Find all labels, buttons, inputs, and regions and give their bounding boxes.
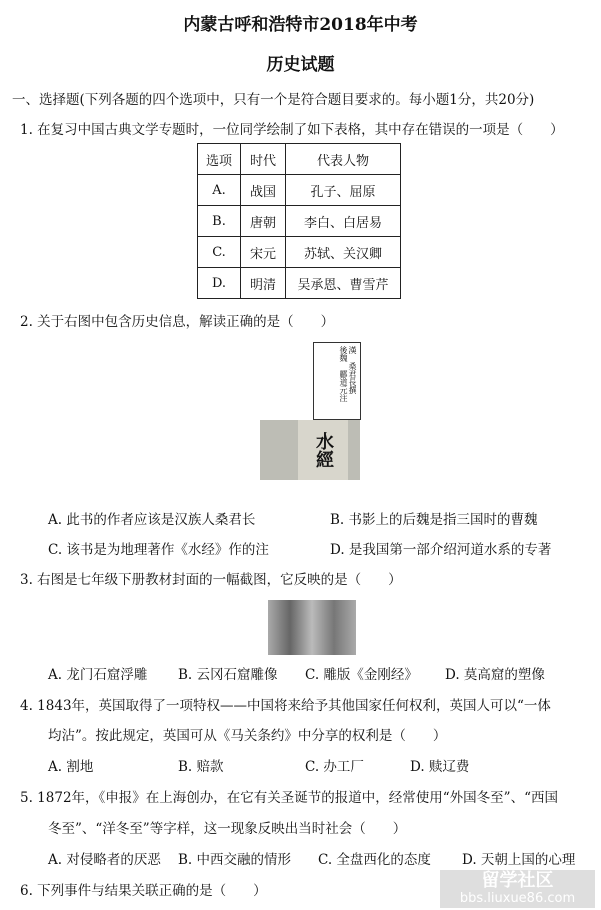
cell: 战国	[241, 175, 286, 206]
q2-option-d: D. 是我国第一部介绍河道水系的专著	[330, 542, 552, 558]
q5-option-c: C. 全盘西化的态度	[318, 852, 431, 868]
q4-option-a: A. 割地	[48, 759, 94, 775]
q3-option-d: D. 莫高窟的塑像	[445, 667, 545, 683]
q2-book-image	[260, 420, 360, 480]
cell: 宋元	[241, 237, 286, 268]
bubble-line: 後魏 酈道元注	[339, 346, 348, 402]
q2-option-c: C. 该书是为地理著作《水经》作的注	[48, 542, 269, 558]
th: 代表人物	[286, 144, 401, 175]
cell: 苏轼、关汉卿	[286, 237, 401, 268]
watermark	[440, 870, 595, 908]
q4-option-d: D. 赎辽费	[410, 759, 470, 775]
q3-option-c: C. 雕版《金刚经》	[305, 667, 418, 683]
cell: D.	[198, 268, 241, 299]
cell: 明清	[241, 268, 286, 299]
q6-stem: 6. 下列事件与结果关联正确的是（ ）	[20, 883, 267, 899]
q2-option-a: A. 此书的作者应该是汉族人桑君长	[48, 512, 256, 528]
q5-stem-line2: 冬至”、“洋冬至”等字样，这一现象反映出当时社会（ ）	[48, 821, 407, 837]
bubble-line: 漢 桑君長撰	[348, 346, 357, 394]
th: 选项	[198, 144, 241, 175]
cell: B.	[198, 206, 241, 237]
q1-stem: 1. 在复习中国古典文学专题时，一位同学绘制了如下表格，其中存在错误的一项是（ ）	[20, 122, 564, 138]
q4-option-c: C. 办工厂	[305, 759, 364, 775]
q3-option-a: A. 龙门石窟浮雕	[48, 667, 148, 683]
q2-option-b: B. 书影上的后魏是指三国时的曹魏	[330, 512, 538, 528]
cell: 吴承恩、曹雪芹	[286, 268, 401, 299]
q3-option-b: B. 云冈石窟雕像	[178, 667, 278, 683]
cell: 唐朝	[241, 206, 286, 237]
q4-option-b: B. 赔款	[178, 759, 224, 775]
watermark-logo: 留学社区	[481, 870, 554, 891]
cell: A.	[198, 175, 241, 206]
section-header: 一、选择题(下列各题的四个选项中，只有一个是符合题目要求的。每小题1分，共20分)	[12, 92, 535, 108]
q3-stem: 3. 右图是七年级下册教材封面的一幅截图，它反映的是（ ）	[20, 572, 402, 588]
q3-grotto-image	[268, 600, 356, 655]
q2-stem: 2. 关于右图中包含历史信息，解读正确的是（ ）	[20, 314, 335, 330]
q4-stem-line1: 4. 1843年，英国取得了一项特权——中国将来给予其他国家任何权利，英国人可以“一体	[20, 698, 551, 714]
q2-speech-bubble	[313, 342, 361, 420]
q5-stem-line1: 5. 1872年，《申报》在上海创办，在它有关圣诞节的报道中，经常使用“外国冬至”、“西国	[20, 790, 558, 806]
cell: C.	[198, 237, 241, 268]
q5-option-a: A. 对侵略者的厌恶	[48, 852, 161, 868]
q5-option-d: D. 天朝上国的心理	[462, 852, 576, 868]
q1-table	[197, 143, 401, 299]
cell: 孔子、屈原	[286, 175, 401, 206]
exam-subtitle: 历史试题	[266, 55, 335, 75]
watermark-url: bbs.liuxue86.com	[459, 891, 576, 906]
q4-stem-line2: 均沾”。按此规定，英国可从《马关条约》中分享的权利是（ ）	[48, 728, 447, 744]
cell: 李白、白居易	[286, 206, 401, 237]
q5-option-b: B. 中西交融的情形	[178, 852, 292, 868]
exam-title: 内蒙古呼和浩特市2018年中考	[183, 15, 418, 35]
th: 时代	[241, 144, 286, 175]
book-title: 水經	[298, 420, 348, 480]
